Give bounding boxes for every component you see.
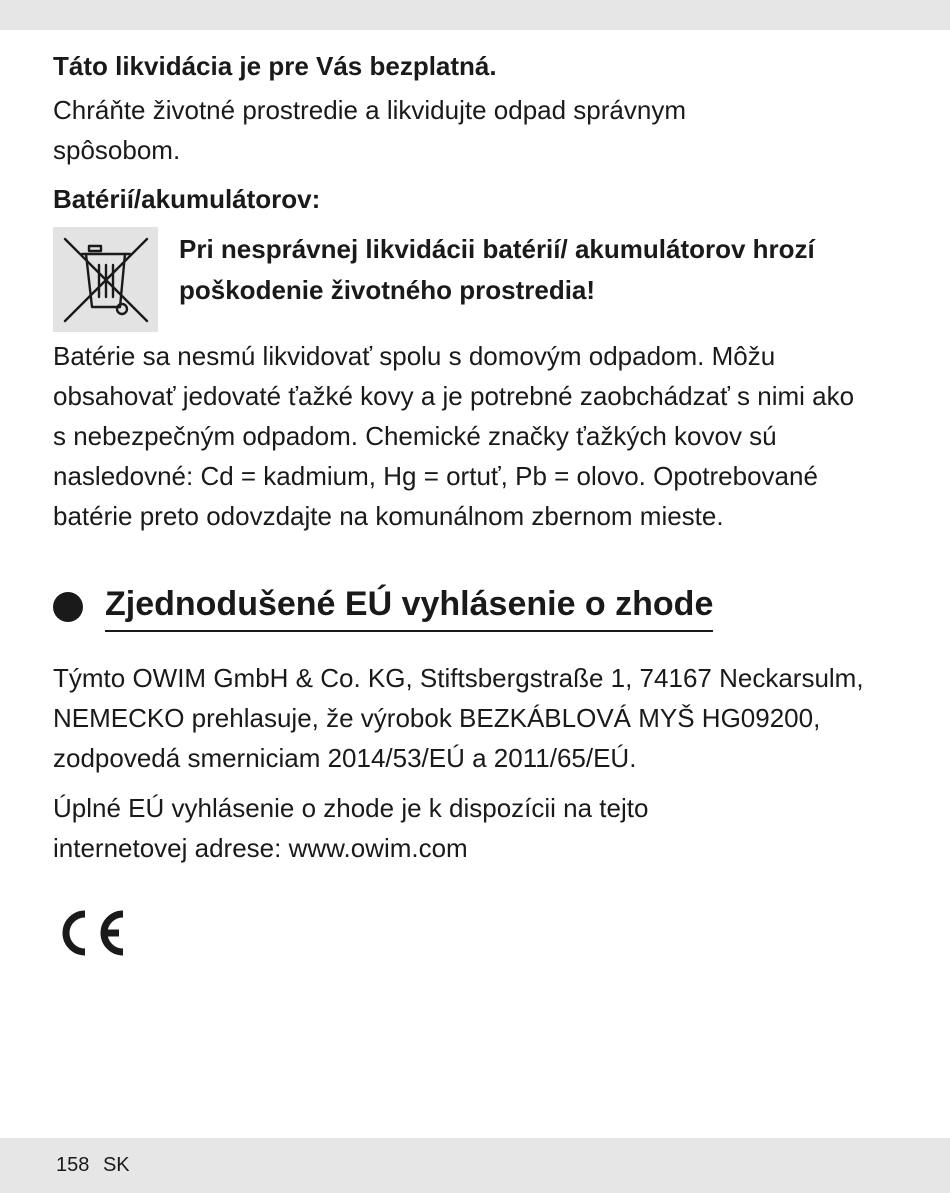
footer-band xyxy=(0,1138,950,1193)
declaration-body: Týmto OWIM GmbH & Co. KG, Stiftsbergstraße 1, 74167 Neckarsulm, NEMECKO prehlasuje, že výrobok BEZKÁBLOVÁ MYŠ HG09200, zodpovedá smerniciam 2014/53/EÚ a 2011/65/EÚ. xyxy=(53,663,864,773)
language-code: SK xyxy=(102,1154,130,1176)
page-number: 158 xyxy=(56,1154,90,1176)
page-footer xyxy=(56,1152,138,1178)
ce-mark-icon xyxy=(53,908,913,963)
page-content xyxy=(53,46,913,963)
declaration-title: Zjednodušené EÚ vyhlásenie o zhode xyxy=(105,582,713,632)
battery-warning-text: Pri nesprávnej likvidácii batérií/ akumulátorov hrozí poškodenie životného prostredia! xyxy=(179,234,815,305)
protect-environment-text: Chráňte životné prostredie a likvidujte odpad správnym spôsobom. xyxy=(53,95,687,165)
declaration-url-text: Úplné EÚ vyhlásenie o zhode je k dispozícii na tejto internetovej adrese: www.owim.com xyxy=(53,793,649,863)
crossed-out-wheelie-bin-icon xyxy=(53,227,158,332)
bullet-icon xyxy=(53,592,83,622)
disposal-free-heading: Táto likvidácia je pre Vás bezplatná. xyxy=(53,51,497,81)
battery-disposal-paragraph: Batérie sa nesmú likvidovať spolu s domovým odpadom. Môžu obsahovať jedovaté ťažké kovy a je potrebné zaobchádzať s nimi ako s nebezpečným odpadom. Chemické značky ťažkých kovov sú nasledovné: Cd = kadmium, Hg = ortuť, Pb = olovo. Opotrebované batérie preto odovzdajte na komunálnom zbernom mieste. xyxy=(53,341,855,531)
header-band xyxy=(0,0,950,30)
batteries-heading: Batérií/akumulátorov: xyxy=(53,184,321,214)
battery-warning xyxy=(53,227,913,332)
declaration-heading xyxy=(53,582,913,632)
